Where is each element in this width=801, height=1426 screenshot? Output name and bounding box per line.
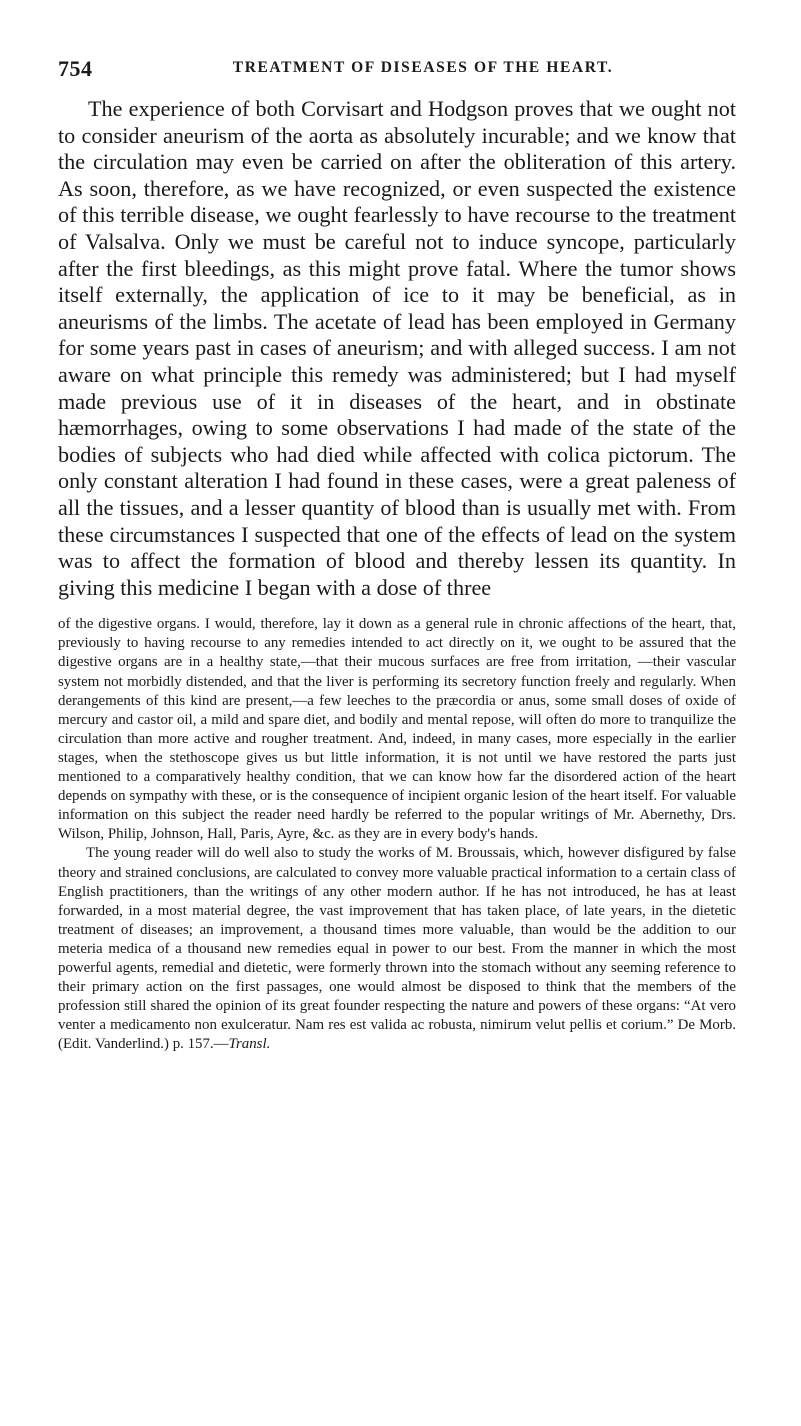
translator-mark: Transl.: [228, 1036, 271, 1053]
running-header: [58, 56, 736, 82]
main-paragraph: The experience of both Corvisart and Hodgson proves that we ought not to consider aneurism of the aorta as absolutely incurable; and we know that the circulation may even be carried on after the obliteration of this artery. As soon, therefore, as we have recognized, or even suspected the existence of this terrible disease, we ought fearlessly to have recourse to the treatment of Valsalva. Only we must be careful not to induce syncope, particularly after the first bleedings, as this might prove fatal. Where the tumor shows itself externally, the application of ice to it may be beneficial, as in aneurisms of the limbs. The acetate of lead has been employed in Germany for some years past in cases of aneurism; and with alleged success. I am not aware on what principle this remedy was administered; but I had myself made previous use of it in diseases of the heart, and in obstinate hæmorrhages, owing to some observations I had made of the state of the bodies of subjects who had died while affected with colica pictorum. The only constant alteration I had found in these cases, were a great paleness of all the tissues, and a lesser quantity of blood than is usually met with. From these circumstances I suspected that one of the effects of lead on the system was to affect the formation of blood and thereby lessen its quantity. In giving this medicine I began with a dose of three: [58, 96, 736, 600]
book-page: [58, 56, 736, 1054]
footnote-second-text: The young reader will do well also to study the works of M. Broussais, which, however disfigured by false theory and strained conclusions, are calculated to convey more valuable practical information to a certain class of English practitioners, than the writings of any other modern author. If he has not introduced, he has at least forwarded, in a most material degree, the vast improvement that has taken place, of late years, in the dietetic treatment of diseases; an improvement, a thousand times more valuable, than would be the addition to our meteria medica of a thousand new remedies equal in power to our best. From the manner in which the most powerful agents, remedial and dietetic, were formerly thrown into the stomach without any seeming reference to their primary action on the first passages, one would almost be disposed to think that the members of the profession still shared the opinion of its great founder respecting the nature and powers of these organs: “At vero venter a medicamento non exulceratur. Nam res est valida ac robusta, nimirum velut pellis et corium.” De Morb. (Edit. Vanderlind.) p. 157.—: [58, 845, 736, 1053]
footnote-continued-paragraph: of the digestive organs. I would, therefore, lay it down as a general rule in chronic affections of the heart, that, previously to having recourse to any remedies intended to act directly on it, we ought to be assured that the digestive organs are in a healthy state,—that their mucous surfaces are free from irritation, —their vascular system not morbidly distended, and that the liver is performing its secretory function freely and regularly. When derangements of this kind are present,—a few leeches to the præcordia or anus, some small doses of oxide of mercury and castor oil, a mild and spare diet, and bodily and mental repose, will often do more to tranquilize the circulation than more active and rougher treatment. And, indeed, in many cases, more especially in the earlier stages, when the stethoscope gives us but little information, it is not until we have restored the parts just mentioned to a comparatively healthy condition, that we can know how far the disordered action of the heart depends on sympathy with these, or is the consequence of incipient organic lesion of the heart itself. For valuable information on this subject the reader need hardly be referred to the popular writings of Mr. Abernethy, Drs. Wilson, Philip, Johnson, Hall, Paris, Ayre, &c. as they are in every body's hands.: [58, 616, 736, 843]
running-title: TREATMENT OF DISEASES OF THE HEART.: [232, 59, 614, 76]
footnote-second-paragraph: [58, 844, 736, 1054]
page-number: 754: [58, 56, 93, 81]
